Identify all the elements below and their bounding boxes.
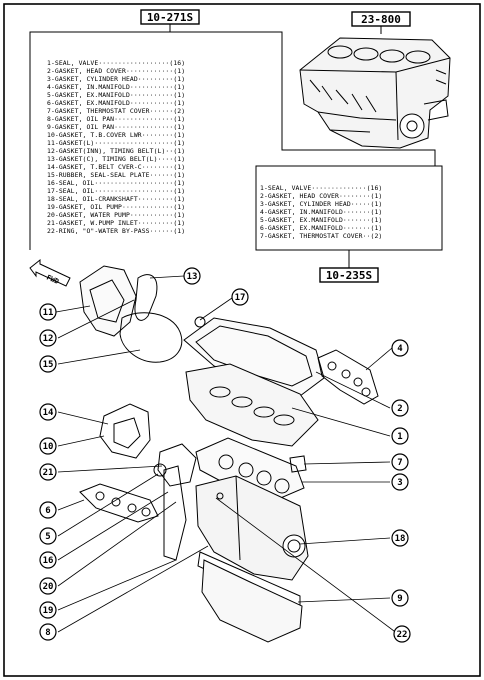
main-list-line: 17-SEAL, OIL····················(1)	[47, 187, 186, 195]
callout-label: 21	[42, 468, 54, 478]
main-list-line: 2-GASKET, HEAD COVER············(1)	[47, 67, 186, 75]
sub-list-line: 7-GASKET, THERMOSTAT COVER··(2)	[260, 232, 383, 240]
callout-5[interactable]	[40, 528, 56, 544]
callout-6[interactable]	[40, 502, 56, 518]
sub-parts-list	[260, 184, 382, 240]
forward-arrow	[30, 260, 70, 286]
callout-label: 4	[397, 344, 403, 354]
ref-box-sub[interactable]	[320, 268, 378, 282]
callout-label: 14	[42, 408, 54, 418]
callout-label: 7	[397, 458, 403, 468]
main-list-line: 9-GASKET, OIL PAN···············(1)	[47, 123, 186, 131]
callout-label: 13	[186, 272, 198, 282]
callout-8[interactable]	[40, 624, 56, 640]
callout-15[interactable]	[40, 356, 56, 372]
main-list-line: 7-GASKET, THERMOSTAT COVER······(2)	[47, 107, 186, 115]
callout-18[interactable]	[392, 530, 408, 546]
callout-label: 15	[42, 360, 54, 370]
callout-20[interactable]	[40, 578, 56, 594]
main-list-line: 4-GASKET, IN.MANIFOLD···········(1)	[47, 83, 186, 91]
callout-label: 10	[42, 442, 54, 452]
main-list-line: 13-GASKET(C), TIMING BELT(L)····(1)	[47, 155, 186, 163]
callout-label: 3	[397, 478, 403, 488]
sub-list-line: 3-GASKET, CYLINDER HEAD·····(1)	[260, 200, 383, 208]
callout-1[interactable]	[392, 428, 408, 444]
callout-13[interactable]	[184, 268, 200, 284]
sub-list-line: 4-GASKET, IN.MANIFOLD·······(1)	[260, 208, 383, 216]
sub-list-line: 6-GASKET, EX.MANIFOLD·······(1)	[260, 224, 383, 232]
sub-list-line: 1-SEAL, VALVE··············(16)	[260, 184, 383, 192]
forward-label: FWD	[45, 273, 61, 286]
callout-label: 5	[45, 532, 51, 542]
callout-14[interactable]	[40, 404, 56, 420]
main-list-line: 5-GASKET, EX.MANIFOLD···········(1)	[47, 91, 186, 99]
ref-label-main: 10-271S	[146, 11, 194, 24]
main-list-line: 21-GASKET, W.PUMP INLET·········(1)	[47, 219, 186, 227]
sub-list-line: 5-GASKET, EX.MANIFOLD·······(1)	[260, 216, 383, 224]
ref-box-main[interactable]	[141, 10, 199, 24]
callout-17[interactable]	[232, 289, 248, 305]
callout-2[interactable]	[392, 400, 408, 416]
main-list-line: 22-RING, "O"-WATER BY-PASS······(1)	[47, 227, 186, 235]
callout-11[interactable]	[40, 304, 56, 320]
main-list-line: 6-GASKET, EX.MANIFOLD···········(1)	[47, 99, 186, 107]
sub-list-line: 2-GASKET, HEAD COVER········(1)	[260, 192, 383, 200]
callout-label: 2	[397, 404, 403, 414]
oil-pump-gasket	[164, 466, 186, 560]
oil-seal-17	[195, 317, 205, 327]
timing-cover-c	[100, 404, 150, 458]
main-list-line: 20-GASKET, WATER PUMP···········(1)	[47, 211, 186, 219]
engine-block-illustration	[300, 38, 450, 148]
callout-label: 18	[394, 534, 406, 544]
main-list-line: 18-SEAL, OIL-CRANKSHAFT·········(1)	[47, 195, 186, 203]
callout-label: 9	[397, 594, 403, 604]
timing-cover-gasket	[80, 266, 136, 336]
callout-12[interactable]	[40, 330, 56, 346]
callout-10[interactable]	[40, 438, 56, 454]
callout-label: 17	[234, 293, 246, 303]
main-list-line: 15-RUBBER, SEAL-SEAL PLATE······(1)	[47, 171, 186, 179]
main-list-line: 16-SEAL, OIL····················(1)	[47, 179, 186, 187]
callout-label: 11	[42, 308, 54, 318]
main-list-line: 8-GASKET, OIL PAN···············(1)	[47, 115, 186, 123]
callout-16[interactable]	[40, 552, 56, 568]
ref-label-sub: 10-235S	[325, 269, 373, 282]
callout-7[interactable]	[392, 454, 408, 470]
callout-9[interactable]	[392, 590, 408, 606]
callout-3[interactable]	[392, 474, 408, 490]
main-list-line: 1-SEAL, VALVE··················(16)	[47, 59, 186, 67]
main-list-line: 3-GASKET, CYLINDER HEAD·········(1)	[47, 75, 186, 83]
callout-label: 20	[42, 582, 54, 592]
callout-label: 8	[45, 628, 51, 638]
callout-label: 22	[396, 630, 408, 640]
callout-label: 19	[42, 606, 54, 616]
callout-19[interactable]	[40, 602, 56, 618]
callout-label: 12	[42, 334, 54, 344]
main-list-line: 11-GASKET(L)····················(1)	[47, 139, 186, 147]
callout-22[interactable]	[394, 626, 410, 642]
main-list-line: 19-GASKET, OIL PUMP·············(1)	[47, 203, 186, 211]
callout-21[interactable]	[40, 464, 56, 480]
main-list-line: 12-GASKET(INN), TIMING BELT(L)··(1)	[47, 147, 186, 155]
callout-4[interactable]	[392, 340, 408, 356]
main-list-line: 10-GASKET, T.B.COVER LWR········(1)	[47, 131, 186, 139]
main-list-line: 14-GASKET, T.BELT CVER-C········(1)	[47, 163, 186, 171]
callout-label: 1	[397, 432, 403, 442]
crankshaft-oil-seal	[283, 535, 305, 557]
ref-label-block: 23-800	[361, 13, 401, 26]
ref-box-block[interactable]	[352, 12, 410, 26]
main-parts-list	[47, 59, 185, 235]
callout-label: 6	[45, 506, 51, 516]
callout-label: 16	[42, 556, 54, 566]
